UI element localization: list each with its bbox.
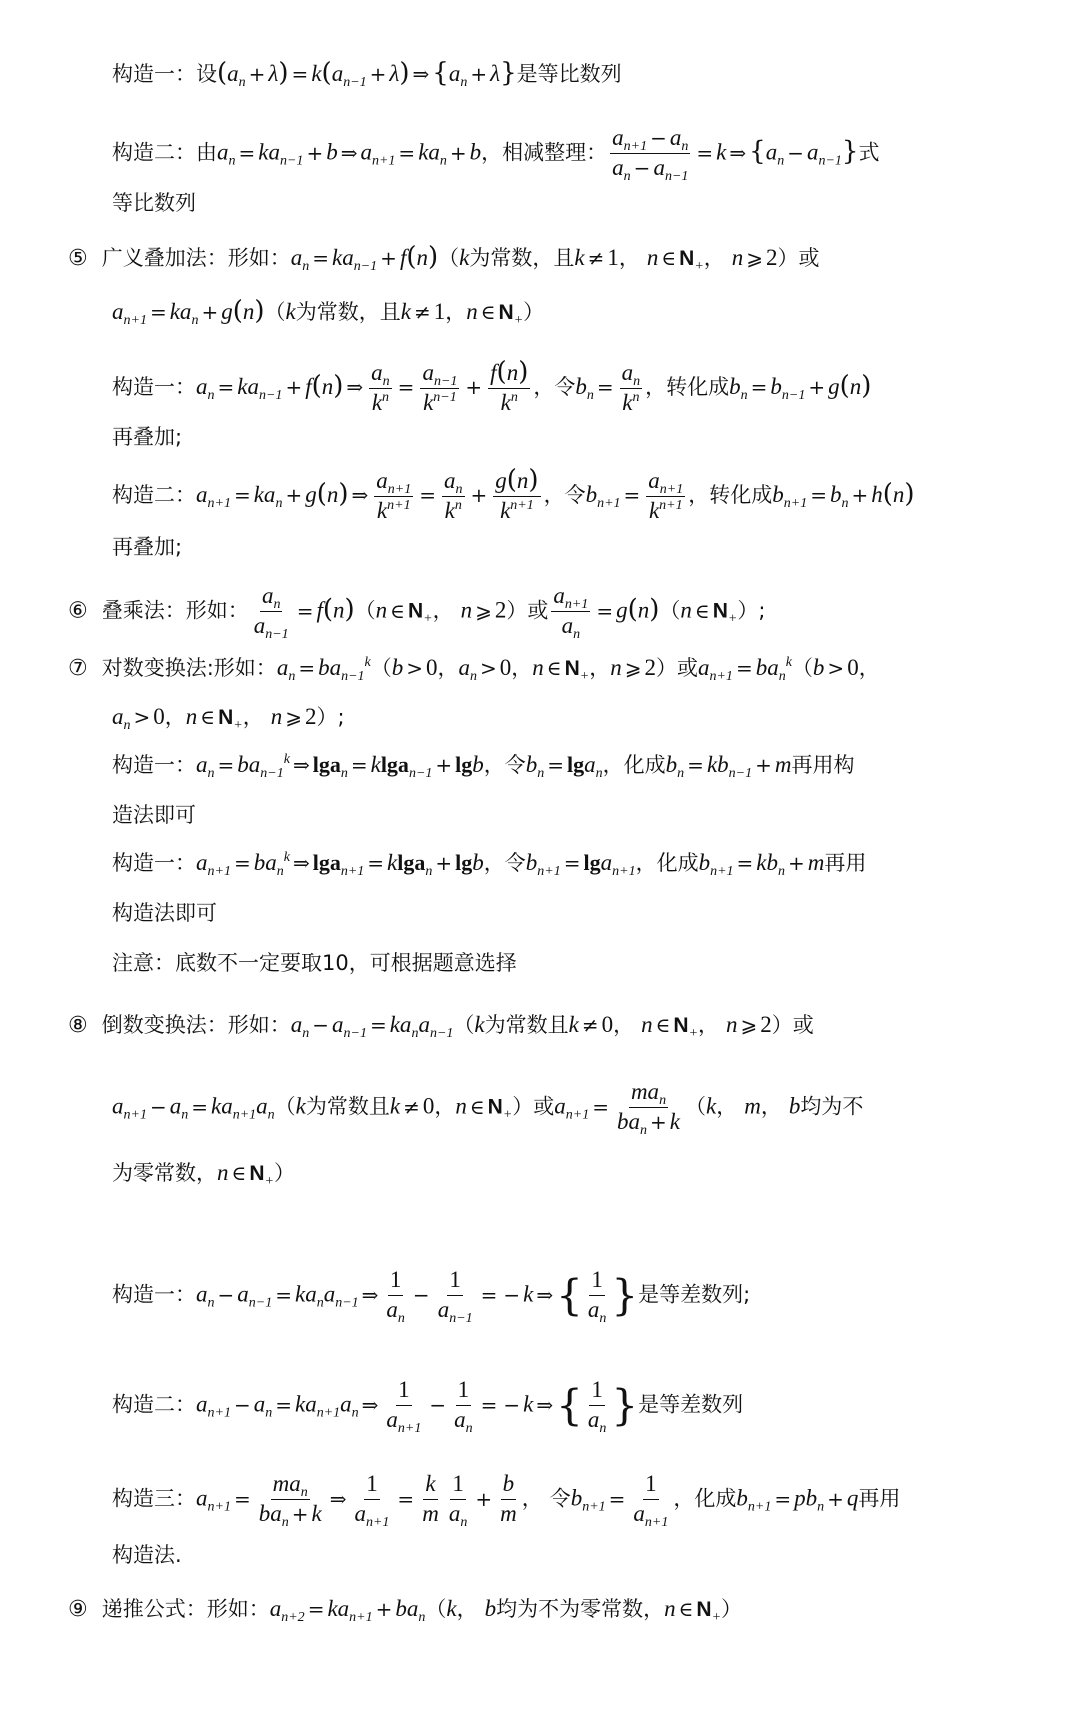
note-text: 注意：底数不一定要取10，可根据题意选择 <box>112 951 517 975</box>
continuation-text: 构造法. <box>112 1543 182 1567</box>
fraction: $\frac{a_{n+1}}{k^{n+1}}$ <box>648 467 684 523</box>
item-8-conditions: 为零常数，n ∈ $N_+$） <box>112 1160 295 1189</box>
fraction: $\frac{1}{a_n}$ <box>587 1377 607 1436</box>
fraction: $\frac{f(n)}{k^n}$ <box>490 357 529 415</box>
continuation-text: 等比数列 <box>112 191 196 215</box>
fraction: $\frac{1}{a_{n+1}}$ <box>354 1471 390 1530</box>
fraction: $\frac{k}{m}$ <box>422 1471 439 1526</box>
item-5-construct-1: 构造一：$a_n = ka_{n-1} + f(n)$ ⇒ $\frac{a_n}{k^n}$ = $\frac{a_{n-1}}{k^{n-1}}$ + $\frac{f(n)}{k^n}$ ，令$b_n$ = $\frac{a_n}{k^n}$ ，转化成$b_n = b_{n-1} + g(n)$ <box>112 358 871 418</box>
fraction: $\frac{a_n}{k^n}$ <box>444 467 463 523</box>
fraction: $ma_n$ $ba_n + k$ <box>617 1079 680 1138</box>
continuation-text: 构造法即可 <box>112 901 217 925</box>
continuation-text: 再叠加; <box>112 535 183 559</box>
fraction: $\frac{1}{a_n}$ <box>386 1267 405 1326</box>
item-7-conditions: $a_n > 0$，n ∈ $N_+$， n ⩾ 2）; <box>112 704 345 733</box>
fraction: $\frac{a_{n+1}}{k^{n+1}}$ <box>376 467 412 523</box>
item-5-construct-2: 构造二：$a_{n+1} = ka_n + g(n)$ ⇒ $\frac{a_{n+1}}{k^{n+1}}$ = $\frac{a_n}{k^n}$ + $\frac{g(n)}{k^{n+1}}$ ，令$b_{n+1}$ = $\frac{a_{n+1}}{k^{n+1}}$ ，转化成$b_{n+1} = b_n + h(n)$ <box>112 466 915 526</box>
item-5-alt-form: $a_{n+1} = ka_n + g(n)(k$为常数，且k ≠ 1，n ∈ $N_+$） <box>112 296 545 328</box>
item-5-header: ⑤ 广义叠加法：形如：$a_n = ka_{n-1} + f(n)(k$为常数，且k ≠ 1， n ∈ $N_+$， n ⩾ 2）或 <box>68 242 820 274</box>
fraction: $\frac{a_n}{k^n}$ <box>621 359 641 415</box>
fraction: $\frac{1}{a_n}$ <box>587 1267 607 1326</box>
fraction: $\frac{g(n)}{k^{n+1}}$ <box>495 465 539 523</box>
fraction: $\frac{1}{a_{n+1}}$ <box>386 1377 422 1436</box>
construct-1-geometric: 构造一：设$(a_n + \lambda) = k(a_{n-1} + \lambda)$ ⇒ $\{a_n + \lambda\}$是等比数列 <box>112 58 622 90</box>
fraction: $ma_n$ $ba_n + k$ <box>258 1471 322 1530</box>
fraction: $\frac{a_{n-1}}{k^{n-1}}$ <box>422 359 458 415</box>
item-7-header: ⑦ 对数变换法:形如：$a_n = ba_{n-1}^k(b > 0$，$a_n > 0$，n ∈ $N_+$，n ⩾ 2）或$a_{n+1} = ba_n^k(b > 0$， <box>68 655 880 684</box>
item-8-construct-1: 构造一：$a_n - a_{n-1} = ka_na_{n-1}$ ⇒ $\frac{1}{a_n}$ − $\frac{1}{a_{n-1}}$ = − k ⇒{ $\frac{1}{a_n}$ }是等差数列; <box>112 1267 751 1326</box>
item-8-alt-form: $a_{n+1} - a_n = ka_{n+1}a_n(k$为常数且k ≠ 0，n ∈ $N_+$）或$a_{n+1}$ = $ma_n$ $ba_n + k$ （k， m， b均为不 <box>112 1079 864 1138</box>
fraction: $\frac{b}{m}$ <box>500 1471 517 1526</box>
fraction: $\frac{a_n}{k^n}$ <box>371 359 390 415</box>
construct-2-difference: 构造二：由$a_n = ka_{n-1} + b$ ⇒ $a_{n+1} = ka_n + b$，相减整理： $\frac{a_{n+1} - a_n}{a_n - a_{n-1}}$ = k ⇒ $\{a_n - a_{n-1}\}$式 <box>112 125 880 184</box>
fraction: $\frac{1}{a_{n-1}}$ <box>437 1267 473 1326</box>
item-7-construct-1: 构造一：$a_n = ba_{n-1}^k$ ⇒ lga$_n$ = klga$_{n-1}$ + lgb，令$b_n = \lg a_n$，化成$b_n = kb_{n-1} + m$再用构 <box>112 752 855 781</box>
fraction: $\frac{1}{a_n}$ <box>448 1471 468 1530</box>
fraction: $\frac{a_n}{a_{n-1}}$ <box>253 583 289 642</box>
item-8-construct-2: 构造二：$a_{n+1} - a_n = ka_{n+1}a_n$ ⇒ $\frac{1}{a_{n+1}}$ − $\frac{1}{a_n}$ = − k ⇒{ $\frac{1}{a_n}$ }是等差数列 <box>112 1377 744 1436</box>
continuation-text: 造法即可 <box>112 803 196 827</box>
fraction: $\frac{1}{a_{n+1}}$ <box>633 1471 669 1530</box>
fraction: $\frac{a_{n+1}}{a_n}$ <box>553 583 589 642</box>
item-9-header: ⑨ 递推公式：形如：$a_{n+2} = ka_{n+1} + ba_n(k$， b均为不为零常数，n ∈ $N_+$） <box>68 1596 743 1625</box>
continuation-text: 再叠加; <box>112 425 183 449</box>
item-6-header: ⑥ 叠乘法：形如： $\frac{a_n}{a_{n-1}}$ = f(n)（n ∈ $N_+$， n ⩾ 2）或 $\frac{a_{n+1}}{a_n}$ = g(n)（n ∈ $N_+$）; <box>68 583 766 642</box>
fraction: $\frac{a_{n+1} - a_n}{a_n - a_{n-1}}$ <box>612 125 689 184</box>
item-8-construct-3: 构造三：$a_{n+1}$ = $ma_n$ $ba_n + k$ ⇒ $\frac{1}{a_{n+1}}$ = $\frac{k}{m}$ $\frac{1}{a_n}$ + $\frac{b}{m}$ ， 令$b_{n+1}$ = $\frac{1}{a_{n+1}}$ ，化成$b_{n+1} = pb_n + q$再用 <box>112 1471 901 1530</box>
item-8-header: ⑧ 倒数变换法：形如：$a_n - a_{n-1} = ka_na_{n-1}(k$为常数且k ≠ 0， n ∈ $N_+$， n ⩾ 2）或 <box>68 1012 814 1041</box>
fraction: $\frac{1}{a_n}$ <box>454 1377 473 1436</box>
item-7-construct-2: 构造一：$a_{n+1} = ba_n^k$ ⇒ lga$_{n+1}$ = klga$_n$ + lgb，令$b_{n+1} = \lg a_{n+1}$，化成$b_{n+1} = kb_n + m$再用 <box>112 850 867 879</box>
